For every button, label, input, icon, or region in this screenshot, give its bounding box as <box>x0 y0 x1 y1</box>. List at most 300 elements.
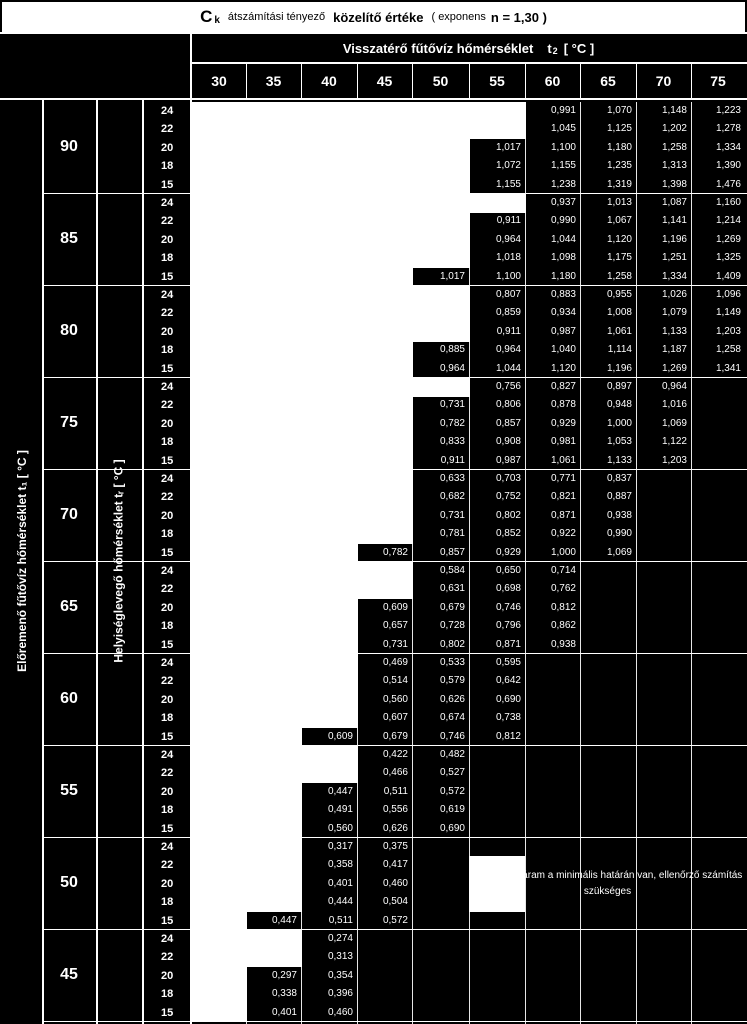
ck-value: 0,469 <box>382 657 408 668</box>
room-temp-value: 24 <box>161 473 174 485</box>
ck-value: 0,771 <box>550 473 576 484</box>
ck-value: 1,334 <box>715 141 741 153</box>
ck-value: 1,133 <box>661 325 687 337</box>
ck-value: 0,560 <box>327 822 353 834</box>
return-temp-text: Visszatérő fűtővíz hőmérséklet <box>342 40 534 56</box>
ck-value: 0,728 <box>439 620 465 632</box>
ck-value: 0,802 <box>495 509 521 521</box>
room-temp-value: 18 <box>161 252 174 265</box>
ck-value: 0,806 <box>495 399 521 411</box>
ck-value: 0,938 <box>550 638 576 650</box>
flow-temp-value: 45 <box>60 966 78 983</box>
ck-value: 1,133 <box>606 454 632 466</box>
ck-value: 1,044 <box>550 233 576 245</box>
ck-value: 0,274 <box>327 933 353 944</box>
empty-region <box>192 102 526 121</box>
room-temp-value: 24 <box>161 381 174 393</box>
empty-region <box>192 967 247 986</box>
empty-region <box>192 120 526 139</box>
ck-value: 0,812 <box>550 601 576 613</box>
ck-value: 0,527 <box>439 767 465 779</box>
ck-value: 0,981 <box>550 436 576 448</box>
room-temp-value: 22 <box>161 215 174 228</box>
ck-value: 1,476 <box>715 178 741 190</box>
column-separator-line <box>412 64 413 100</box>
room-temp-value: 22 <box>161 859 174 872</box>
room-temp-value: 15 <box>161 914 174 927</box>
t2-column-header: 35 <box>265 73 282 89</box>
ck-value: 0,937 <box>550 197 576 208</box>
ck-value: 1,180 <box>606 141 632 153</box>
ck-value: 1,269 <box>661 362 687 374</box>
ck-value: 1,251 <box>661 252 687 264</box>
ck-value: 1,258 <box>661 141 687 153</box>
ck-value: 0,827 <box>550 381 576 392</box>
flow-temp-axis-label <box>2 100 42 1022</box>
empty-region <box>192 1004 247 1023</box>
empty-region <box>192 691 358 710</box>
ck-value: 1,258 <box>606 270 632 282</box>
ck-value: 0,955 <box>606 289 632 300</box>
return-temp-header <box>192 34 745 62</box>
ck-value: 0,964 <box>661 381 687 392</box>
room-temp-value: 18 <box>161 436 174 449</box>
room-temp-value: 24 <box>161 933 174 945</box>
ck-value: 1,398 <box>661 178 687 190</box>
title-text-2: közelítő értéke <box>333 9 424 25</box>
empty-region <box>192 544 358 563</box>
ck-value: 0,837 <box>606 473 632 484</box>
room-temp-value: 24 <box>161 749 174 761</box>
mass-flow-note: A víztömegáram a minimális határán van, ellenőrző számítás szükséges <box>472 870 743 897</box>
empty-region <box>192 580 413 599</box>
ck-value: 0,401 <box>271 1006 297 1018</box>
ck-value: 0,690 <box>439 822 465 834</box>
ck-value: 0,511 <box>328 914 353 926</box>
ck-value: 1,067 <box>606 215 632 227</box>
ck-value: 0,690 <box>495 693 521 705</box>
empty-region <box>192 488 413 507</box>
room-temp-value: 24 <box>161 657 174 669</box>
t2-column-header: 30 <box>211 73 227 89</box>
room-temp-value: 15 <box>161 362 174 375</box>
ck-value: 0,444 <box>327 896 353 908</box>
room-temp-value: 24 <box>161 565 174 577</box>
ck-value: 1,017 <box>495 141 521 153</box>
room-temp-value: 15 <box>161 546 174 559</box>
ck-value: 1,016 <box>661 399 687 411</box>
column-separator-line <box>525 64 526 100</box>
table-title <box>2 2 745 32</box>
ck-value: 0,682 <box>439 491 465 503</box>
ck-value: 0,417 <box>382 859 408 871</box>
ck-value: 1,148 <box>661 105 687 116</box>
ck-value: 0,556 <box>382 804 408 816</box>
room-temp-value: 15 <box>161 178 174 191</box>
title-text-1: átszámítási tényező <box>227 11 326 23</box>
ck-value: 0,572 <box>382 914 408 926</box>
return-temp-subscript: 2 <box>552 45 558 56</box>
ck-value: 1,000 <box>550 546 576 558</box>
ck-value: 0,674 <box>439 712 465 724</box>
ck-value: 0,504 <box>382 896 408 908</box>
flow-temp-value: 75 <box>60 414 78 431</box>
empty-region <box>192 470 413 489</box>
ck-value: 0,857 <box>439 546 465 558</box>
room-temp-axis-text: Helyiséglevegő hőmérséklet tᵣ [ °C ] <box>112 459 127 663</box>
ck-value: 1,000 <box>606 417 632 429</box>
ck-value: 0,396 <box>327 988 353 1000</box>
empty-region <box>192 746 358 765</box>
empty-region <box>192 985 247 1004</box>
column-separator-line <box>246 64 247 100</box>
ck-value: 0,859 <box>495 307 521 319</box>
ck-value: 1,203 <box>715 325 741 337</box>
return-temp-symbol: t <box>547 40 552 56</box>
ck-value: 1,238 <box>550 178 576 190</box>
ck-value: 0,911 <box>440 454 465 466</box>
ck-value: 0,871 <box>550 509 576 521</box>
room-temp-value: 22 <box>161 767 174 780</box>
empty-region <box>192 176 470 195</box>
ck-value: 1,341 <box>715 362 741 374</box>
ck-value: 1,334 <box>661 270 687 282</box>
ck-value: 0,782 <box>439 417 465 429</box>
empty-region <box>192 636 358 655</box>
column-separator-line <box>301 64 302 100</box>
row-label-separator <box>42 100 44 1024</box>
empty-region <box>192 433 413 452</box>
ck-value: 1,045 <box>550 123 576 135</box>
ck-value: 1,120 <box>606 233 632 245</box>
ck-value: 0,358 <box>327 859 353 871</box>
column-separator-line <box>580 64 581 100</box>
ck-value: 0,511 <box>383 785 408 797</box>
room-temp-value: 22 <box>161 675 174 688</box>
ck-value: 0,746 <box>495 601 521 613</box>
ck-value: 1,160 <box>715 197 741 208</box>
t2-column-header: 75 <box>710 73 726 89</box>
room-temp-value: 24 <box>161 289 174 301</box>
room-temp-value: 20 <box>161 693 174 706</box>
empty-region <box>192 672 358 691</box>
ck-value: 0,987 <box>550 325 576 337</box>
empty-region <box>192 562 413 581</box>
ck-value: 1,096 <box>715 289 741 300</box>
flow-temp-value: 50 <box>60 874 78 891</box>
ck-value: 0,633 <box>439 473 465 484</box>
ck-value: 0,679 <box>382 730 408 742</box>
title-subscript: k <box>214 14 220 26</box>
ck-value: 0,609 <box>382 601 408 613</box>
ck-value: 0,313 <box>327 951 353 963</box>
ck-value: 1,070 <box>606 105 632 116</box>
room-temp-value: 20 <box>161 877 174 890</box>
ck-value: 1,100 <box>550 141 576 153</box>
empty-region <box>192 249 470 268</box>
ck-value: 1,114 <box>607 344 632 356</box>
ck-value: 0,679 <box>439 601 465 613</box>
empty-region <box>192 856 302 875</box>
flow-temp-value: 85 <box>60 230 78 247</box>
ck-value: 0,857 <box>495 417 521 429</box>
ck-value: 0,375 <box>382 841 408 852</box>
ck-value: 1,155 <box>550 160 576 172</box>
room-temp-value: 22 <box>161 307 174 320</box>
flow-temp-value: 55 <box>60 782 78 799</box>
empty-region <box>192 507 413 526</box>
ck-value: 0,852 <box>495 528 521 540</box>
ck-value: 1,325 <box>715 252 741 264</box>
ck-value: 0,460 <box>382 877 408 889</box>
ck-value: 1,072 <box>495 160 521 172</box>
return-temp-unit: [ °C ] <box>563 40 595 56</box>
empty-region <box>192 360 413 379</box>
ck-value: 0,807 <box>495 289 521 300</box>
empty-region <box>192 801 302 820</box>
column-separator-line <box>469 64 470 100</box>
ck-value: 1,053 <box>606 436 632 448</box>
ck-value: 0,354 <box>327 969 353 981</box>
room-temp-value: 22 <box>161 491 174 504</box>
ck-value: 1,313 <box>661 160 687 172</box>
empty-region <box>192 268 413 287</box>
ck-value: 1,044 <box>495 362 521 374</box>
ck-value: 0,781 <box>439 528 465 540</box>
title-text-3: ( exponens <box>431 11 486 23</box>
empty-region <box>192 378 470 397</box>
empty-region <box>192 728 302 747</box>
ck-value: 0,948 <box>606 399 632 411</box>
ck-value: 0,964 <box>495 344 521 356</box>
room-temp-value: 20 <box>161 141 174 154</box>
ck-value: 1,202 <box>661 123 687 135</box>
flow-temp-value: 65 <box>60 598 78 615</box>
room-temp-value: 22 <box>161 123 174 136</box>
ck-value: 1,018 <box>495 252 521 264</box>
ck-value: 1,223 <box>715 105 741 116</box>
t2-column-header: 50 <box>432 73 449 89</box>
ck-value: 0,990 <box>550 215 576 227</box>
ck-value: 1,175 <box>606 252 632 264</box>
t2-column-header: 70 <box>655 73 672 89</box>
room-temp-value: 24 <box>161 105 174 117</box>
ck-value: 0,491 <box>327 804 353 816</box>
ck-value: 0,762 <box>550 583 576 595</box>
ck-value: 0,991 <box>550 105 576 116</box>
room-temp-value: 22 <box>161 583 174 596</box>
room-temp-value: 20 <box>161 417 174 430</box>
empty-region <box>192 764 358 783</box>
ck-value: 0,422 <box>382 749 408 760</box>
ck-value: 1,098 <box>550 252 576 264</box>
ck-value: 1,040 <box>550 344 576 356</box>
empty-region <box>192 212 470 231</box>
ck-value: 1,013 <box>606 197 632 208</box>
ck-value: 1,017 <box>439 270 465 282</box>
ck-value: 0,631 <box>439 583 465 595</box>
ck-value: 0,887 <box>606 491 632 503</box>
empty-region <box>192 415 413 434</box>
ck-value: 0,908 <box>495 436 521 448</box>
ck-value: 0,560 <box>382 693 408 705</box>
ck-value: 0,584 <box>439 565 465 576</box>
empty-region <box>192 341 413 360</box>
room-temp-value: 22 <box>161 951 174 964</box>
ck-value: 0,964 <box>495 233 521 245</box>
empty-region <box>192 948 302 967</box>
room-temp-value: 18 <box>161 712 174 725</box>
room-temp-value: 20 <box>161 785 174 798</box>
empty-region <box>192 654 358 673</box>
room-temp-value: 20 <box>161 233 174 246</box>
room-temp-value: 15 <box>161 454 174 467</box>
room-temp-value: 18 <box>161 528 174 541</box>
ck-value: 0,572 <box>439 785 465 797</box>
room-temp-value: 20 <box>161 509 174 522</box>
ck-value: 1,061 <box>550 454 576 466</box>
empty-region <box>192 157 470 176</box>
t2-column-header: 45 <box>376 73 393 89</box>
room-temp-value: 22 <box>161 399 174 412</box>
empty-region <box>192 452 413 471</box>
title-symbol: C <box>200 7 213 26</box>
room-temp-value: 18 <box>161 896 174 909</box>
ck-value: 1,180 <box>550 270 576 282</box>
ck-value: 1,120 <box>550 362 576 374</box>
empty-region <box>192 709 358 728</box>
ck-value: 0,338 <box>271 988 297 1000</box>
empty-region <box>192 599 358 618</box>
ck-value: 0,595 <box>495 657 521 668</box>
ck-value: 0,833 <box>439 436 465 448</box>
ck-value: 1,149 <box>715 307 741 319</box>
flow-temp-value: 70 <box>60 506 78 523</box>
ck-value: 1,079 <box>661 307 687 319</box>
ck-value: 0,698 <box>495 583 521 595</box>
room-temp-value: 24 <box>161 197 174 209</box>
ck-value: 0,885 <box>439 344 465 356</box>
header-separator-line <box>0 32 747 34</box>
ck-value: 1,278 <box>715 123 741 135</box>
empty-region <box>192 930 302 949</box>
flow-temp-value: 60 <box>60 690 78 707</box>
room-temp-value: 18 <box>161 344 174 357</box>
ck-value: 0,782 <box>382 546 408 558</box>
ck-value: 1,100 <box>495 270 521 282</box>
ck-value: 0,756 <box>495 381 521 392</box>
ck-value: 0,731 <box>439 399 465 411</box>
ck-value: 0,938 <box>606 509 632 521</box>
room-temp-value: 24 <box>161 841 174 853</box>
ck-value: 1,258 <box>715 344 741 356</box>
ck-value: 1,196 <box>606 362 632 374</box>
ck-value: 0,607 <box>382 712 408 724</box>
ck-value: 0,897 <box>606 381 632 392</box>
ck-value: 0,964 <box>439 362 465 374</box>
ck-value: 0,609 <box>327 730 353 742</box>
ck-value: 1,141 <box>661 215 687 227</box>
flow-temp-axis-text: Előremenő fűtővíz hőmérséklet t₁ [ °C ] <box>15 450 30 672</box>
ck-value: 0,626 <box>439 693 465 705</box>
room-temp-axis-label <box>96 100 142 1022</box>
room-temp-value: 15 <box>161 822 174 835</box>
ck-value: 1,196 <box>661 233 687 245</box>
ck-value: 1,087 <box>661 197 687 208</box>
empty-region <box>192 838 302 857</box>
title-exponent: n = 1,30 ) <box>490 9 547 25</box>
ck-value: 0,911 <box>496 325 521 337</box>
ck-value: 1,203 <box>661 454 687 466</box>
ck-value: 0,922 <box>550 528 576 540</box>
ck-value: 0,812 <box>495 730 521 742</box>
ck-value: 1,125 <box>606 123 632 135</box>
ck-value: 0,752 <box>495 491 521 503</box>
flow-temp-value: 90 <box>60 138 78 155</box>
empty-region <box>192 231 470 250</box>
ck-value: 1,122 <box>661 436 687 448</box>
ck-value: 1,319 <box>606 178 632 190</box>
empty-region <box>192 139 470 158</box>
ck-value: 0,466 <box>382 767 408 779</box>
empty-region <box>192 783 302 802</box>
ck-value: 0,746 <box>439 730 465 742</box>
room-temp-value: 15 <box>161 730 174 743</box>
ck-value: 0,714 <box>550 565 576 576</box>
ck-value: 1,008 <box>606 307 632 319</box>
ck-value: 0,871 <box>495 638 521 650</box>
room-temp-value: 15 <box>161 638 174 651</box>
ck-value: 0,579 <box>439 675 465 687</box>
ck-value: 0,401 <box>327 877 353 889</box>
ck-value: 1,026 <box>661 289 687 300</box>
ck-value: 0,657 <box>382 620 408 632</box>
ck-value: 1,390 <box>715 160 741 172</box>
ck-value: 0,297 <box>271 969 297 981</box>
ck-value: 0,642 <box>495 675 521 687</box>
ck-value: 0,482 <box>439 749 465 760</box>
ck-value: 0,911 <box>496 215 521 227</box>
ck-value: 1,409 <box>715 270 741 282</box>
room-temp-value: 20 <box>161 601 174 614</box>
flow-temp-value: 80 <box>60 322 78 339</box>
room-temp-value: 18 <box>161 160 174 173</box>
room-temp-value: 20 <box>161 969 174 982</box>
empty-region <box>192 820 302 839</box>
t2-column-header: 40 <box>321 73 337 89</box>
row-label-separator <box>142 100 144 1024</box>
room-temp-value: 15 <box>161 1006 174 1019</box>
ck-value: 0,317 <box>327 841 353 852</box>
ck-value: 0,862 <box>550 620 576 632</box>
ck-value: 0,802 <box>439 638 465 650</box>
ck-value: 1,187 <box>661 344 687 356</box>
ck-value: 0,533 <box>439 657 465 668</box>
empty-region <box>192 912 247 931</box>
empty-region <box>192 194 526 213</box>
ck-value: 1,069 <box>661 417 687 429</box>
empty-region <box>192 286 470 305</box>
ck-value: 1,069 <box>606 546 632 558</box>
ck-value: 0,447 <box>271 914 297 926</box>
ck-value: 1,214 <box>715 215 741 227</box>
ck-value: 0,990 <box>606 528 632 540</box>
empty-region <box>192 525 413 544</box>
t2-column-header: 65 <box>600 73 616 89</box>
room-temp-value: 15 <box>161 270 174 283</box>
ck-value: 0,929 <box>550 417 576 429</box>
ck-value: 0,626 <box>382 822 408 834</box>
